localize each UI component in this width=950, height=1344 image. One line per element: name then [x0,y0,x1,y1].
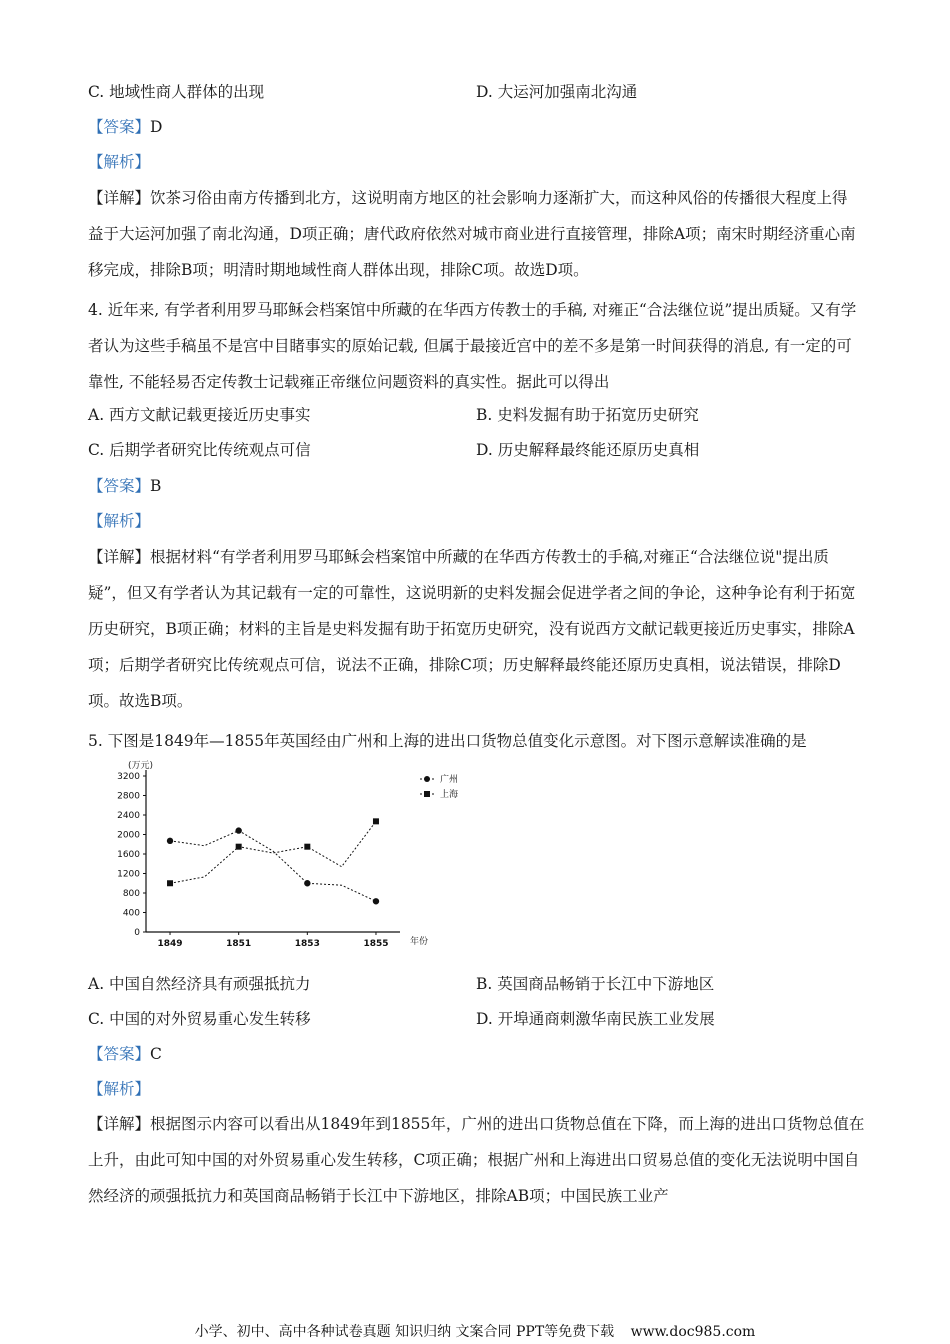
q3-answer-line [88,115,864,139]
point-guangzhou-1855 [373,898,379,904]
q4-detail-text: 根据材料“有学者利用罗马耶稣会档案馆中所藏的在华西方传教士的手稿,对雍正“合法继位说"提出质疑”，但又有学者认为其记载有一定的可靠性，这说明新的史料发掘会促进学者之间的争论，这种争论有利于拓宽历史研究，B项正确；材料的主旨是史料发掘有助于拓宽历史研究，没有说西方文献记载更接近历史事实，排除A项；后期学者研究比传统观点可信，说法不正确，排除C项；历史解释最终能还原历史真相，说法错误，排除D项。故选B项。 [88,548,856,710]
detail-tag: 【详解】 [88,1115,151,1133]
q4-answer: B [150,477,162,495]
point-shanghai-1855 [373,818,379,824]
trade-line-chart [110,754,470,954]
q5-stem: 5. 下图是1849年—1855年英国经由广州和上海的进出口货物总值变化示意图。对下图示意解读准确的是 [88,732,807,750]
y-tick-label: 1600 [117,850,140,860]
q4-option-b: B. 史料发掘有助于拓宽历史研究 [476,406,699,424]
legend-marker-guangzhou [424,776,430,782]
q3-option-d: D. 大运河加强南北沟通 [476,83,638,101]
analysis-tag: 【解析】 [88,1080,151,1098]
y-tick-label: 3200 [117,772,140,782]
q5-analysis-line [88,1077,864,1101]
x-tick-label: 1849 [157,939,183,949]
q5-detail [88,1106,866,1214]
q5-answer-line [88,1042,864,1066]
q4-detail [88,539,866,719]
chart-series [167,818,379,904]
legend-label-shanghai: 上海 [440,790,459,800]
page-footer [0,1322,950,1342]
y-tick-label: 400 [122,908,140,919]
q3-detail-text: 饮茶习俗由南方传播到北方，这说明南方地区的社会影响力逐渐扩大，而这种风俗的传播很大程度上得益于大运河加强了南北沟通，D项正确；唐代政府依然对城市商业进行直接管理，排除A项；南宋时期经济重心南移完成，排除B项；明清时期地域性商人群体出现，排除C项。故选D项。 [88,189,856,279]
detail-tag: 【详解】 [88,548,151,566]
analysis-tag: 【解析】 [88,153,151,171]
y-tick-label: 1200 [117,869,140,880]
q5-detail-text: 根据图示内容可以看出从1849年到1855年，广州的进出口货物总值在下降，而上海的进出口货物总值在上升，由此可知中国的对外贸易重心发生转移，C项正确；根据广州和上海进出口贸易总值的变化无法说明中国自然经济的顽强抵抗力和英国商品畅销于长江中下游地区，排除AB项；中国民族工业产 [88,1115,865,1205]
answer-tag: 【答案】 [88,118,151,136]
series-line-guangzhou [170,831,376,902]
point-guangzhou-1851 [235,827,241,833]
answer-tag: 【答案】 [88,477,151,495]
q4-answer-line [88,474,864,498]
q4-option-c: C. 后期学者研究比传统观点可信 [88,441,311,459]
analysis-tag: 【解析】 [88,512,151,530]
series-line-shanghai [170,821,376,883]
q4-stem: 4. 近年来, 有学者利用罗马耶稣会档案馆中所藏的在华西方传教士的手稿, 对雍正“合法继位说”提出质疑。又有学者认为这些手稿虽不是宫中目睹事实的原始记载, 但属于最接近宫中的差不多是第一时间获得的消息, 有一定的可靠性, 不能轻易否定传教士记载雍正帝继位问题资料的真实性。据此可以得出 [88,301,857,391]
legend-marker-shanghai [424,791,430,797]
q3-detail [88,180,862,288]
q4-option-d: D. 历史解释最终能还原历史真相 [476,441,700,459]
q5-option-a: A. 中国自然经济具有顽强抵抗力 [88,975,311,993]
y-axis-label: (万元) [128,761,154,771]
q4-analysis-line [88,509,864,533]
q5-option-b: B. 英国商品畅销于长江中下游地区 [476,975,715,993]
chart-legend [420,773,458,800]
q5-option-d: D. 开埠通商刺激华南民族工业发展 [476,1010,715,1028]
q3-option-c: C. 地域性商人群体的出现 [88,83,265,101]
y-tick-label: 0 [134,928,140,938]
legend-label-guangzhou: 广州 [440,775,459,785]
detail-tag: 【详解】 [88,189,151,207]
answer-tag: 【答案】 [88,1045,151,1063]
x-tick-label: 1853 [294,939,320,949]
y-tick-label: 2400 [117,811,140,821]
point-guangzhou-1853 [304,880,310,886]
q5-option-c: C. 中国的对外贸易重心发生转移 [88,1010,311,1028]
q3-answer: D [150,118,163,136]
point-shanghai-1849 [167,880,173,886]
point-guangzhou-1849 [167,838,173,844]
q4-option-a: A. 西方文献记载更接近历史事实 [88,406,311,424]
x-tick-label: 1855 [363,939,389,949]
x-tick-label: 1851 [226,939,252,949]
y-tick-label: 800 [122,889,140,899]
q5-answer: C [150,1045,162,1063]
chart-axes [117,770,400,949]
point-shanghai-1851 [236,844,242,850]
y-tick-label: 2800 [117,791,140,802]
footer-link[interactable]: www.doc985.com [630,1324,756,1340]
q3-analysis-line [88,150,864,174]
footer-text: 小学、初中、高中各种试卷真题 知识归纳 文案合同 PPT等免费下载 [194,1324,615,1340]
y-tick-label: 2000 [117,830,140,841]
x-axis-label: 年份 [410,937,429,947]
point-shanghai-1853 [304,844,310,850]
